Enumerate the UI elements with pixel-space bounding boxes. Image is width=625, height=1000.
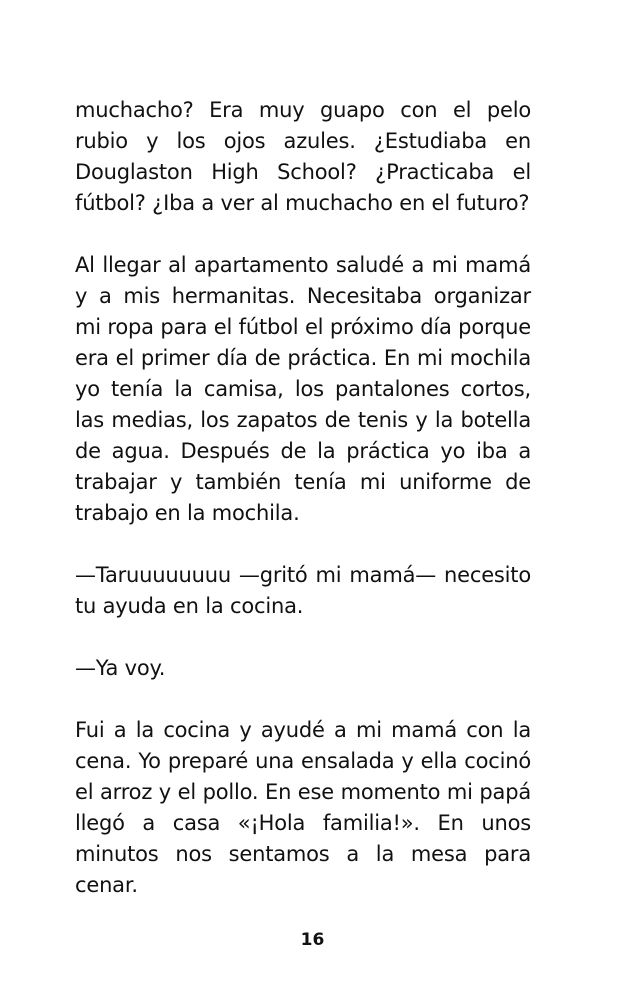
dialogue-paragraph: —Ya voy. bbox=[75, 656, 166, 680]
page-body bbox=[75, 95, 531, 932]
paragraph: muchacho? Era muy guapo con el pelo rubio y los ojos azules. ¿Estudiaba en Douglaston High School? ¿Practicaba el fútbol? ¿Iba a ver al muchacho en el futuro? bbox=[75, 98, 531, 215]
page-number: 16 bbox=[300, 930, 325, 950]
paragraph: Fui a la cocina y ayudé a mi mamá con la cena. Yo preparé una ensalada y ella cocinó el arroz y el pollo. En ese momento mi papá llegó a casa «¡Hola familia!». En unos minutos nos sentamos a la mesa para cenar. bbox=[75, 718, 531, 897]
paragraph: Al llegar al apartamento saludé a mi mamá y a mis hermanitas. Necesitaba organizar mi ropa para el fútbol el próximo día porque era el primer día de práctica. En mi mochila yo tenía la camisa, los pantalones cortos, las medias, los zapatos de tenis y la botella de agua. Después de la práctica yo iba a trabajar y también tenía mi uniforme de trabajo en la mochila. bbox=[75, 253, 531, 525]
dialogue-paragraph: —Taruuuuuuuu —gritó mi mamá— necesito tu ayuda en la cocina. bbox=[75, 563, 531, 618]
